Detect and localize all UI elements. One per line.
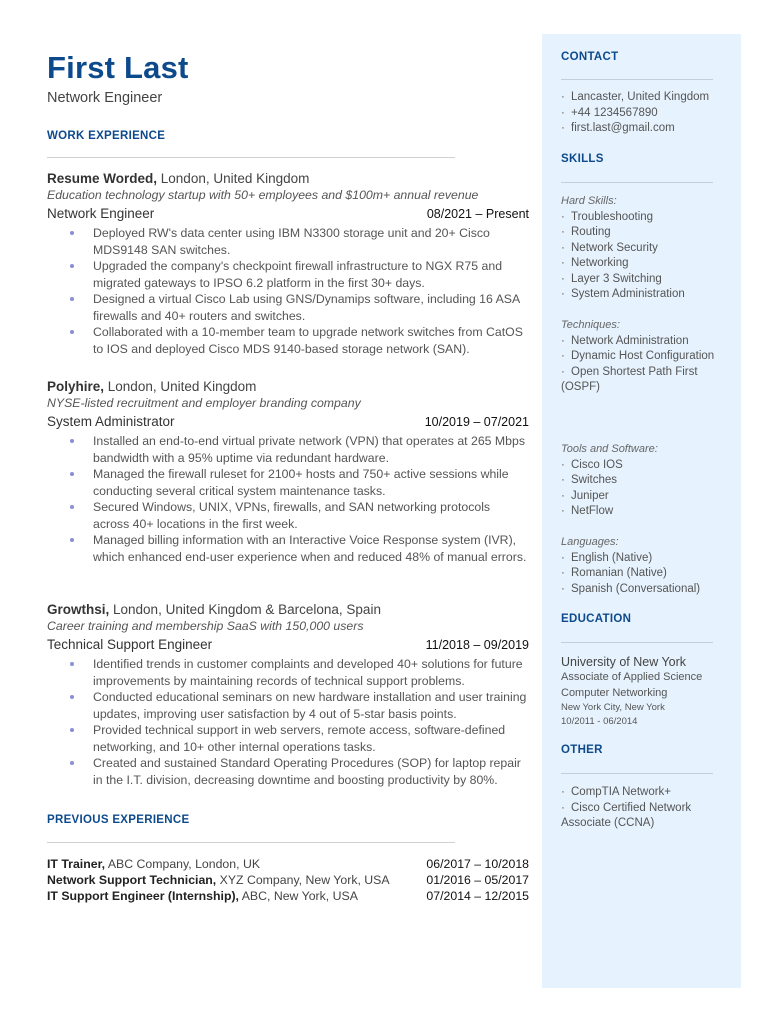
previous-job-title: Network Support Technician, — [47, 873, 217, 887]
achievement-item — [47, 466, 529, 499]
technique-text: Network Administration — [571, 334, 689, 347]
previous-job-info — [47, 889, 358, 903]
previous-job-dates: 06/2017 – 10/2018 — [426, 857, 529, 871]
section-divider — [561, 182, 713, 183]
hard-skills-label: Hard Skills: — [561, 195, 617, 207]
bullet-icon — [70, 231, 74, 235]
tool-item: · NetFlow — [561, 505, 614, 517]
tool-item: · Juniper — [561, 489, 609, 502]
contact-text: first.last@gmail.com — [571, 122, 675, 134]
skill-item: · Troubleshooting — [561, 210, 654, 223]
other-item: · CompTIA Network+ — [561, 786, 672, 798]
achievement-item — [47, 722, 529, 755]
company-name: Resume Worded, — [47, 171, 158, 186]
technique-text: Dynamic Host Configuration — [571, 350, 715, 362]
bullet-icon — [70, 330, 74, 334]
contact-email: · first.last@gmail.com — [561, 122, 675, 134]
section-divider — [561, 79, 713, 80]
contact-heading: CONTACT — [561, 51, 619, 63]
achievement-text: Upgraded the company's checkpoint firewall infrastructure to NGX R75 and migrated gateways to IPSO 6.2 platform in the first 30+ days. — [93, 259, 503, 290]
other-text: Cisco Certified Network Associate (CCNA) — [561, 801, 692, 829]
contact-text: Lancaster, United Kingdom — [571, 91, 710, 103]
tool-item: · Cisco IOS — [561, 458, 623, 471]
achievement-text: Designed a virtual Cisco Lab using GNS/Dynamips software, including 16 ASA firewalls and 40+ routers and switches. — [93, 292, 520, 323]
achievement-text: Deployed RW's data center using IBM N3300 storage unit and 20+ Cisco MDS9148 SAN switches. — [93, 226, 490, 257]
section-divider — [561, 773, 713, 774]
achievement-text: Collaborated with a 10-member team to upgrade network switches from CatOS to IOS and deployed Cisco MDS 9140-based storage network (SAN). — [93, 325, 523, 356]
role-dates: 08/2021 – Present — [426, 207, 529, 221]
company-location: London, United Kingdom & Barcelona, Spain — [109, 602, 381, 617]
tool-text: Cisco IOS — [571, 458, 623, 471]
bullet-icon — [70, 505, 74, 509]
company-line — [47, 171, 529, 186]
candidate-name: First Last — [47, 50, 189, 85]
achievement-text: Secured Windows, UNIX, VPNs, firewalls, and SAN networking protocols across 40+ locations in the first week. — [93, 500, 491, 531]
language-item: · English (Native) — [561, 551, 653, 564]
skill-text: System Administration — [571, 288, 685, 300]
achievement-text: Identified trends in customer complaints and developed 40+ solutions for future improvements by maintaining records of technical support problems. — [93, 657, 523, 688]
contact-text: +44 1234567890 — [571, 106, 658, 119]
section-divider — [47, 842, 455, 843]
achievement-item — [47, 258, 529, 291]
achievement-item — [47, 532, 529, 565]
job-entry — [47, 171, 529, 357]
previous-job-title: IT Trainer, — [47, 857, 106, 871]
company-name: Polyhire, — [47, 379, 105, 394]
education-block — [561, 654, 731, 729]
education-dates: 10/2011 - 06/2014 — [561, 716, 638, 727]
previous-job-info — [47, 857, 260, 871]
previous-job-title: IT Support Engineer (Internship), — [47, 889, 239, 903]
company-line — [47, 602, 529, 617]
achievement-text: Managed billing information with an Interactive Voice Response system (IVR), which enhanced end-user experience when and reduced 48% of manual errors. — [93, 533, 527, 564]
company-description: Education technology startup with 50+ employees and $100m+ annual revenue — [47, 188, 479, 202]
role-title: System Administrator — [47, 414, 175, 429]
language-text: Romanian (Native) — [571, 567, 667, 579]
contact-list — [561, 90, 731, 137]
skill-text: Troubleshooting — [571, 210, 654, 223]
role-line — [47, 206, 529, 221]
technique-item: · Network Administration — [561, 334, 689, 347]
bullet-icon — [70, 761, 74, 765]
achievement-list — [47, 225, 529, 357]
skill-item: · Layer 3 Switching — [561, 272, 662, 285]
previous-job-company: ABC, New York, USA — [238, 889, 358, 903]
achievement-text: Installed an end-to-end virtual private network (VPN) that operates at 265 Mbps bandwidth with a 95% uptime via redundant hardware. — [93, 434, 525, 465]
technique-item: · Dynamic Host Configuration — [561, 350, 715, 362]
sidebar — [542, 34, 741, 988]
company-location: London, United Kingdom — [104, 379, 257, 394]
bullet-icon — [70, 728, 74, 732]
contact-location: · Lancaster, United Kingdom — [561, 91, 710, 103]
role-dates: 10/2019 – 07/2021 — [424, 415, 529, 429]
role-dates: 11/2018 – 09/2019 — [425, 638, 529, 652]
candidate-title: Network Engineer — [47, 90, 163, 106]
tool-text: Switches — [571, 474, 618, 486]
achievement-text: Provided technical support in web servers, remote access, software-defined networking, and 10+ other internal operations tasks. — [93, 723, 506, 754]
technique-text: Open Shortest Path First (OSPF) — [561, 365, 698, 393]
contact-phone: · +44 1234567890 — [561, 106, 658, 119]
job-entry — [47, 379, 529, 565]
role-line — [47, 637, 529, 652]
achievement-text: Conducted educational seminars on new hardware installation and user training updates, improving user satisfaction by 4 out of 5-star basis points. — [93, 690, 527, 721]
skill-text: Routing — [571, 226, 611, 238]
education-location: New York City, New York — [561, 702, 665, 713]
skill-item: · Networking — [561, 257, 629, 269]
bullet-icon — [70, 439, 74, 443]
previous-job-dates: 01/2016 – 05/2017 — [426, 873, 529, 887]
achievement-text: Managed the firewall ruleset for 2100+ hosts and 750+ active sessions while conducting several critical system maintenance tasks. — [93, 467, 509, 498]
previous-job-info — [47, 873, 390, 887]
role-line — [47, 414, 529, 429]
language-text: Spanish (Conversational) — [571, 582, 701, 595]
achievement-list — [47, 656, 529, 788]
education-school: University of New York — [561, 655, 687, 669]
job-entry — [47, 602, 529, 788]
skill-item: · Routing — [561, 226, 611, 238]
achievement-item — [47, 291, 529, 324]
achievement-item — [47, 225, 529, 258]
bullet-icon — [70, 538, 74, 542]
previous-job-row — [47, 857, 529, 871]
role-title: Network Engineer — [47, 206, 155, 221]
technique-item: · Open Shortest Path First (OSPF) — [561, 365, 698, 393]
hard-skills-block — [561, 194, 731, 303]
achievement-item — [47, 656, 529, 689]
techniques-block — [561, 318, 731, 396]
achievement-item — [47, 499, 529, 532]
language-item: · Romanian (Native) — [561, 567, 667, 579]
skill-text: Network Security — [571, 241, 658, 254]
previous-job-company: XYZ Company, New York, USA — [216, 873, 390, 887]
skill-text: Networking — [571, 257, 629, 269]
previous-job-company: ABC Company, London, UK — [105, 857, 261, 871]
languages-block — [561, 535, 731, 597]
achievement-item — [47, 755, 529, 788]
role-title: Technical Support Engineer — [47, 637, 213, 652]
education-degree: Associate of Applied Science Computer Networking — [561, 671, 703, 699]
bullet-icon — [70, 662, 74, 666]
language-text: English (Native) — [571, 551, 653, 564]
tools-label: Tools and Software: — [561, 443, 658, 455]
achievement-text: Created and sustained Standard Operating Procedures (SOP) for laptop repair in the I.T. division, decreasing downtime and boosting productivity by 80%. — [93, 756, 521, 787]
other-list — [561, 785, 731, 832]
skill-item: · System Administration — [561, 288, 685, 300]
other-item: · Cisco Certified Network Associate (CCNA) — [561, 801, 692, 829]
achievement-item — [47, 433, 529, 466]
languages-label: Languages: — [561, 536, 619, 548]
other-text: CompTIA Network+ — [571, 786, 672, 798]
skill-item: · Network Security — [561, 241, 658, 254]
education-heading: EDUCATION — [561, 613, 632, 625]
skill-text: Layer 3 Switching — [571, 272, 662, 285]
company-description: Career training and membership SaaS with 150,000 users — [47, 619, 364, 633]
previous-job-dates: 07/2014 – 12/2015 — [426, 889, 529, 903]
section-divider — [47, 157, 455, 158]
previous-job-row — [47, 873, 529, 887]
tool-text: Juniper — [571, 489, 609, 502]
previous-experience-heading: PREVIOUS EXPERIENCE — [47, 814, 190, 826]
tools-block — [561, 442, 731, 520]
section-divider — [561, 642, 713, 643]
bullet-icon — [70, 695, 74, 699]
achievement-list — [47, 433, 529, 565]
bullet-icon — [70, 472, 74, 476]
skills-heading: SKILLS — [561, 153, 604, 165]
bullet-icon — [70, 264, 74, 268]
previous-job-row — [47, 889, 529, 903]
work-experience-heading: WORK EXPERIENCE — [47, 130, 166, 142]
other-heading: OTHER — [561, 744, 603, 756]
bullet-icon — [70, 297, 74, 301]
tool-item: · Switches — [561, 474, 618, 486]
company-location: London, United Kingdom — [157, 171, 310, 186]
achievement-item — [47, 689, 529, 722]
company-name: Growthsi, — [47, 602, 110, 617]
achievement-item — [47, 324, 529, 357]
company-line — [47, 379, 529, 394]
language-item: · Spanish (Conversational) — [561, 582, 701, 595]
tool-text: NetFlow — [571, 505, 614, 517]
company-description: NYSE-listed recruitment and employer branding company — [47, 396, 361, 410]
techniques-label: Techniques: — [561, 319, 620, 331]
